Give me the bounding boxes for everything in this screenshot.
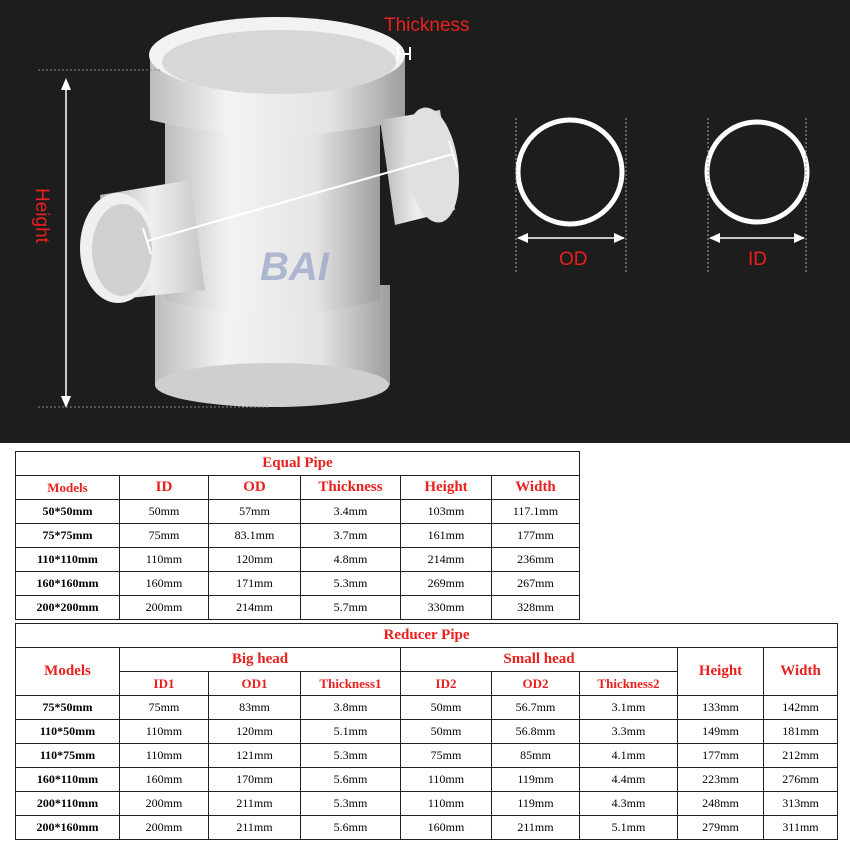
table-cell: 56.7mm xyxy=(492,696,580,720)
header-cell: OD2 xyxy=(492,672,580,696)
table-cell: 160mm xyxy=(120,572,209,596)
table-cell: 5.6mm xyxy=(301,816,401,840)
table-row xyxy=(16,816,838,840)
table-cell: 4.1mm xyxy=(580,744,678,768)
table-row xyxy=(16,524,580,548)
table-cell: 177mm xyxy=(492,524,580,548)
table-cell: 5.6mm xyxy=(301,768,401,792)
table-cell: 5.3mm xyxy=(301,572,401,596)
od-circle xyxy=(518,120,622,224)
table-cell: 110mm xyxy=(401,768,492,792)
id-label: ID xyxy=(748,249,767,270)
header-cell: ID xyxy=(120,476,209,500)
table-cell: 57mm xyxy=(209,500,301,524)
header-cell: Small head xyxy=(401,648,678,672)
height-label: Height xyxy=(31,188,52,243)
table-cell: 200mm xyxy=(120,816,209,840)
table-cell: 279mm xyxy=(678,816,764,840)
header-cell: OD1 xyxy=(209,672,301,696)
header-cell: Models xyxy=(16,648,120,696)
table-cell: 214mm xyxy=(401,548,492,572)
table-cell: 200*160mm xyxy=(16,816,120,840)
table-cell: 4.3mm xyxy=(580,792,678,816)
table-cell: 119mm xyxy=(492,792,580,816)
table-cell: 160*160mm xyxy=(16,572,120,596)
table-cell: 177mm xyxy=(678,744,764,768)
table-cell: 142mm xyxy=(764,696,838,720)
table-cell: 3.3mm xyxy=(580,720,678,744)
table-cell: 50mm xyxy=(120,500,209,524)
table-cell: 75mm xyxy=(401,744,492,768)
table-cell: 160*110mm xyxy=(16,768,120,792)
table-cell: 5.1mm xyxy=(580,816,678,840)
header-cell: Height xyxy=(678,648,764,696)
thickness-label: Thickness xyxy=(384,15,470,36)
table-cell: 330mm xyxy=(401,596,492,620)
table-row xyxy=(16,596,580,620)
table-cell: 120mm xyxy=(209,548,301,572)
header-cell: Thickness2 xyxy=(580,672,678,696)
table-row xyxy=(16,792,838,816)
table-row xyxy=(16,500,580,524)
table-cell: 5.7mm xyxy=(301,596,401,620)
table-row xyxy=(16,572,580,596)
table-cell: 83mm xyxy=(209,696,301,720)
table-cell: 75mm xyxy=(120,696,209,720)
table-cell: 200*110mm xyxy=(16,792,120,816)
header-cell: ID1 xyxy=(120,672,209,696)
table-cell: 110mm xyxy=(120,548,209,572)
table-cell: 75mm xyxy=(120,524,209,548)
table-cell: 149mm xyxy=(678,720,764,744)
table-cell: 160mm xyxy=(401,816,492,840)
table-cell: 3.4mm xyxy=(301,500,401,524)
table-cell: 170mm xyxy=(209,768,301,792)
table-cell: 119mm xyxy=(492,768,580,792)
header-cell: Big head xyxy=(120,648,401,672)
table-cell: 276mm xyxy=(764,768,838,792)
table-cell: 160mm xyxy=(120,768,209,792)
table-cell: 161mm xyxy=(401,524,492,548)
table-cell: 236mm xyxy=(492,548,580,572)
table-cell: 200*200mm xyxy=(16,596,120,620)
table-cell: 200mm xyxy=(120,792,209,816)
table-cell: 103mm xyxy=(401,500,492,524)
table-cell: 110mm xyxy=(120,720,209,744)
table-cell: 223mm xyxy=(678,768,764,792)
equal-pipe-title: Equal Pipe xyxy=(16,452,580,476)
equal-header-row xyxy=(16,476,580,500)
header-cell: Height xyxy=(401,476,492,500)
reducer-pipe-title: Reducer Pipe xyxy=(16,624,838,648)
table-cell: 211mm xyxy=(209,816,301,840)
table-row xyxy=(16,548,580,572)
header-cell: OD xyxy=(209,476,301,500)
header-cell: Models xyxy=(16,476,120,500)
header-cell: Thickness1 xyxy=(301,672,401,696)
table-cell: 5.3mm xyxy=(301,792,401,816)
table-cell: 311mm xyxy=(764,816,838,840)
table-cell: 85mm xyxy=(492,744,580,768)
table-cell: 3.1mm xyxy=(580,696,678,720)
table-cell: 3.7mm xyxy=(301,524,401,548)
table-row xyxy=(16,696,838,720)
table-cell: 5.1mm xyxy=(301,720,401,744)
table-cell: 83.1mm xyxy=(209,524,301,548)
header-cell: Thickness xyxy=(301,476,401,500)
table-cell: 50mm xyxy=(401,696,492,720)
table-cell: 211mm xyxy=(492,816,580,840)
header-cell: Width xyxy=(764,648,838,696)
table-cell: 200mm xyxy=(120,596,209,620)
table-cell: 117.1mm xyxy=(492,500,580,524)
header-cell: ID2 xyxy=(401,672,492,696)
equal-pipe-table xyxy=(15,451,580,620)
table-cell: 110*75mm xyxy=(16,744,120,768)
table-cell: 171mm xyxy=(209,572,301,596)
table-cell: 4.8mm xyxy=(301,548,401,572)
table-cell: 214mm xyxy=(209,596,301,620)
table-cell: 121mm xyxy=(209,744,301,768)
table-cell: 56.8mm xyxy=(492,720,580,744)
table-cell: 212mm xyxy=(764,744,838,768)
header-cell: Width xyxy=(492,476,580,500)
table-cell: 269mm xyxy=(401,572,492,596)
od-label: OD xyxy=(559,249,588,270)
table-cell: 4.4mm xyxy=(580,768,678,792)
table-cell: 110*110mm xyxy=(16,548,120,572)
table-cell: 211mm xyxy=(209,792,301,816)
table-cell: 110mm xyxy=(401,792,492,816)
table-cell: 181mm xyxy=(764,720,838,744)
bottom-rim xyxy=(155,363,389,407)
table-cell: 75*75mm xyxy=(16,524,120,548)
table-cell: 110mm xyxy=(120,744,209,768)
table-cell: 3.8mm xyxy=(301,696,401,720)
table-cell: 5.3mm xyxy=(301,744,401,768)
reducer-pipe-table xyxy=(15,623,838,840)
table-row xyxy=(16,744,838,768)
table-cell: 50*50mm xyxy=(16,500,120,524)
reducer-group-header-row xyxy=(16,648,838,672)
table-cell: 328mm xyxy=(492,596,580,620)
table-cell: 110*50mm xyxy=(16,720,120,744)
table-cell: 248mm xyxy=(678,792,764,816)
table-cell: 75*50mm xyxy=(16,696,120,720)
table-row xyxy=(16,768,838,792)
watermark: BAI xyxy=(260,245,329,289)
id-circle xyxy=(707,122,807,222)
table-cell: 313mm xyxy=(764,792,838,816)
table-cell: 267mm xyxy=(492,572,580,596)
table-cell: 50mm xyxy=(401,720,492,744)
table-cell: 133mm xyxy=(678,696,764,720)
table-row xyxy=(16,720,838,744)
table-cell: 120mm xyxy=(209,720,301,744)
top-opening xyxy=(162,30,396,94)
